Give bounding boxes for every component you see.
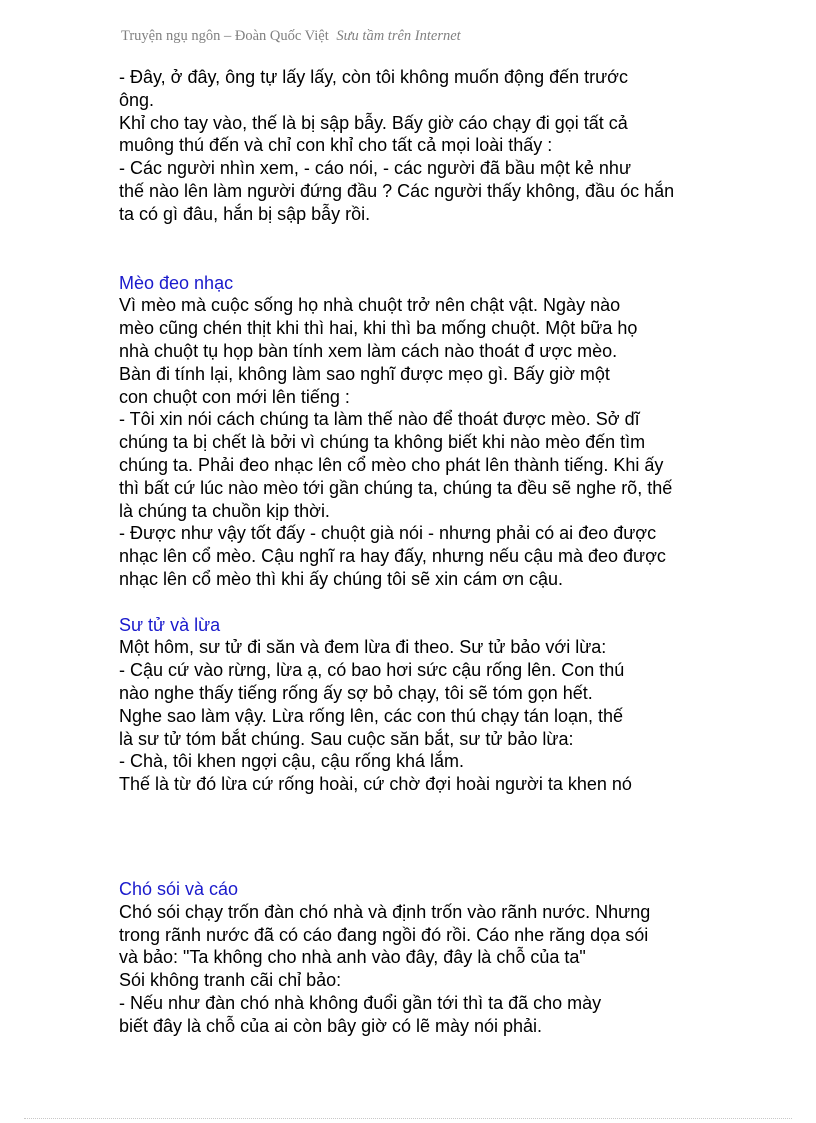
text-line: - Nếu như đàn chó nhà không đuổi gần tới thì ta đã cho mày <box>119 992 602 1013</box>
header-source: Sưu tầm trên Internet <box>336 28 461 44</box>
text-line: muông thú đến và chỉ con khỉ cho tất cả mọi loài thấy : <box>119 135 553 156</box>
story-title: Mèo đeo nhạc <box>119 272 234 293</box>
text-line: trong rãnh nước đã có cáo đang ngồi đó rồi. Cáo nhe răng dọa sói <box>119 924 649 945</box>
footer-divider <box>24 1118 792 1119</box>
text-line: - Đây, ở đây, ông tự lấy lấy, còn tôi không muốn động đến trước <box>119 67 628 87</box>
text-line: nhạc lên cổ mèo. Cậu nghĩ ra hay đấy, nhưng nếu cậu mà đeo được <box>119 546 666 567</box>
text-line: chúng ta bị chết là bởi vì chúng ta không biết khi nào mèo đến tìm <box>119 432 646 453</box>
text-line: mèo cũng chén thịt khi thì hai, khi thì ba mống chuột. Một bữa họ <box>119 318 638 339</box>
text-line: - Các người nhìn xem, - cáo nói, - các người đã bầu một kẻ như <box>119 158 631 179</box>
text-line: biết đây là chỗ của ai còn bây giờ có lẽ mày nói phải. <box>119 1015 543 1036</box>
text-line: nhà chuột tụ họp bàn tính xem làm cách nào thoát đ ược mèo. <box>119 340 618 361</box>
text-line: - Tôi xin nói cách chúng ta làm thế nào để thoát được mèo. Sở dĩ <box>119 409 640 430</box>
text-line: nhạc lên cổ mèo thì khi ấy chúng tôi sẽ xin cám ơn cậu. <box>119 568 564 589</box>
text-line: Vì mèo mà cuộc sống họ nhà chuột trở nên chật vật. Ngày nào <box>119 295 621 316</box>
story-section <box>119 878 709 1038</box>
text-line: Chó sói chạy trốn đàn chó nhà và định trốn vào rãnh nước. Nhưng <box>119 901 651 922</box>
text-line: chúng ta. Phải đeo nhạc lên cổ mèo cho phát lên thành tiếng. Khi ấy <box>119 454 664 475</box>
text-line: thì bất cứ lúc nào mèo tới gần chúng ta, chúng ta đều sẽ nghe rõ, thế <box>119 477 673 498</box>
text-line: thế nào lên làm người đứng đầu ? Các người thấy không, đầu óc hắn <box>119 180 675 201</box>
text-line: Nghe sao làm vậy. Lừa rống lên, các con thú chạy tán loạn, thế <box>119 705 624 726</box>
text-line: - Được như vậy tốt đấy - chuột già nói - nhưng phải có ai đeo được <box>119 523 657 544</box>
text-line: Khỉ cho tay vào, thế là bị sập bẫy. Bấy giờ cáo chạy đi gọi tất cả <box>119 112 628 133</box>
text-line: ta có gì đâu, hắn bị sập bẫy rồi. <box>119 203 371 224</box>
text-line: là chúng ta chuồn kịp thời. <box>119 500 330 521</box>
intro-section <box>119 66 709 226</box>
text-line: ông. <box>119 89 155 110</box>
text-line: con chuột con mới lên tiếng : <box>119 386 350 407</box>
header-book-title: Truyện ngụ ngôn – Đoàn Quốc Việt <box>121 28 329 44</box>
text-line: - Chà, tôi khen ngợi cậu, cậu rống khá lắm. <box>119 751 464 772</box>
page-header <box>121 28 461 45</box>
text-line: và bảo: "Ta không cho nhà anh vào đây, đây là chỗ của ta" <box>119 947 586 968</box>
text-line: Một hôm, sư tử đi săn và đem lừa đi theo. Sư tử bảo với lừa: <box>119 637 607 658</box>
text-line: - Cậu cứ vào rừng, lừa ạ, có bao hơi sức cậu rống lên. Con thú <box>119 660 625 681</box>
text-line: Sói không tranh cãi chỉ bảo: <box>119 970 342 991</box>
story-section <box>119 272 709 591</box>
page-content <box>119 66 709 1037</box>
story-section <box>119 614 709 796</box>
text-line: là sư tử tóm bắt chúng. Sau cuộc săn bắt, sư tử bảo lừa: <box>119 728 574 749</box>
story-title: Chó sói và cáo <box>119 878 239 899</box>
text-line: Bàn đi tính lại, không làm sao nghĩ được mẹo gì. Bấy giờ một <box>119 363 610 384</box>
story-title: Sư tử và lừa <box>119 614 221 635</box>
text-line: Thế là từ đó lừa cứ rống hoài, cứ chờ đợi hoài người ta khen nó <box>119 774 632 795</box>
text-line: nào nghe thấy tiếng rống ấy sợ bỏ chạy, tôi sẽ tóm gọn hết. <box>119 682 593 703</box>
